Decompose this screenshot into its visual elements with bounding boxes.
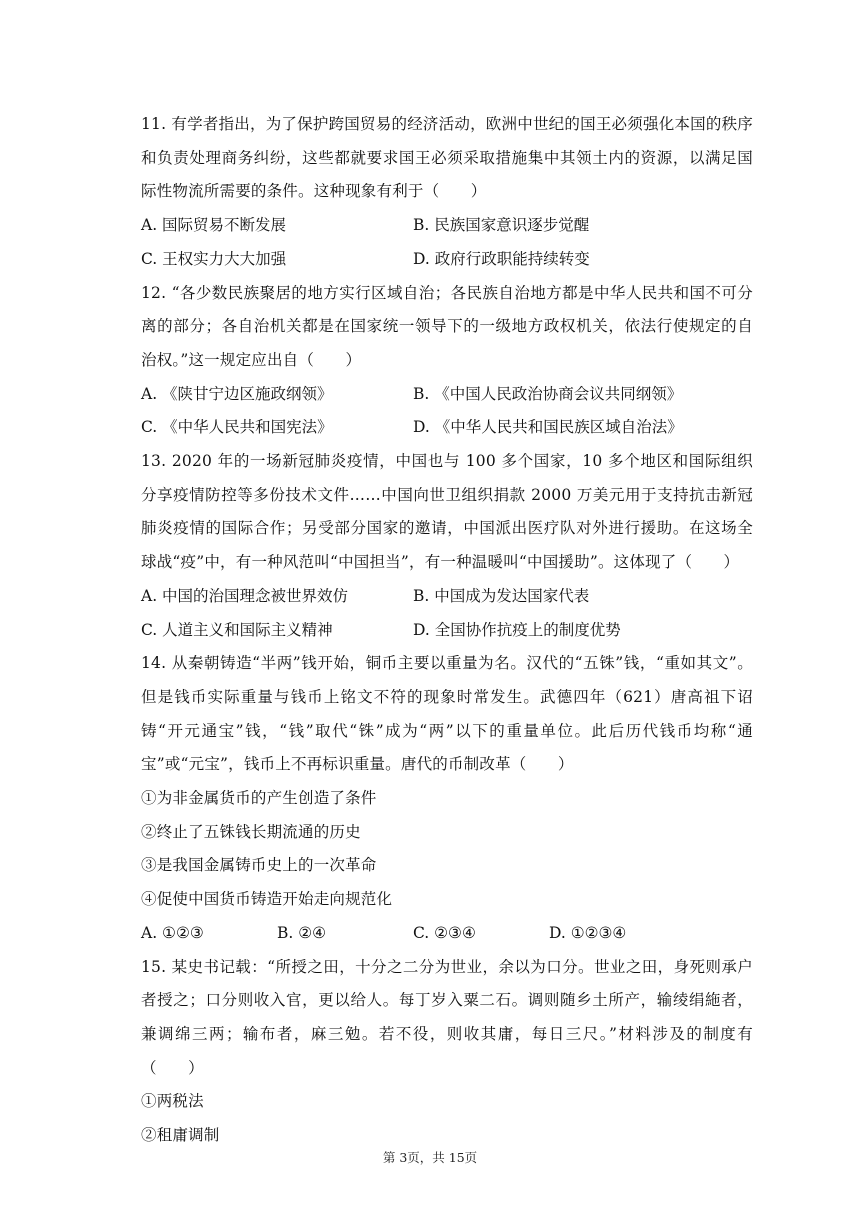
option-b: B. 民族国家意识逐步觉醒: [413, 216, 590, 235]
question-11: [141, 108, 753, 277]
option-c: C. 王权实力大大加强: [141, 249, 287, 268]
question-stem: 11. 有学者指出，为了保护跨国贸易的经济活动，欧洲中世纪的国王必须强化本国的秩序和负责处理商务纠纷，这些都就要求国王必须采取措施集中其领土内的资源，以满足国际性物流所需要的条件。这种现象有利于（ ）: [141, 115, 753, 201]
statement-item: ①两税法: [141, 1092, 204, 1111]
option-a: A. 中国的治国理念被世界效仿: [141, 586, 349, 605]
option-a: A. 国际贸易不断发展: [141, 216, 287, 235]
option-d: D. ①②③④: [549, 923, 627, 942]
option-a: A. ①②③: [141, 923, 204, 942]
option-b: B. 《中国人民政治协商会议共同纲领》: [413, 384, 683, 403]
question-stem: 13. 2020 年的一场新冠肺炎疫情，中国也与 100 多个国家，10 多个地区和国际组织分享疫情防控等多份技术文件……中国向世卫组织捐款 2000 万美元用于支持抗击新冠肺炎疫情的国际合作；另受部分国家的邀请，中国派出医疗队对外进行援助。在这场全球战“疫”中，有一种风范叫“中国担当”，有一种温暖叫“中国援助”。这体现了（ ）: [141, 452, 753, 572]
option-c: C. 人道主义和国际主义精神: [141, 620, 333, 639]
question-15: [141, 951, 753, 1153]
statement-item: ③是我国金属铸币史上的一次革命: [141, 856, 377, 875]
option-d: D. 政府行政职能持续转变: [413, 249, 590, 268]
statement-item: ②租庸调制: [141, 1126, 220, 1145]
statement-item: ①为非金属货币的产生创造了条件: [141, 789, 377, 808]
option-d: D. 《中华人民共和国民族区域自治法》: [413, 418, 683, 437]
option-d: D. 全国协作抗疫上的制度优势: [413, 620, 621, 639]
statement-item: ②终止了五铢钱长期流通的历史: [141, 822, 361, 841]
question-stem: 15. 某史书记载：“所授之田，十分之二分为世业，余以为口分。世业之田，身死则承户者授之；口分则收入官，更以给人。每丁岁入粟二石。调则随乡土所产，输绫绢絁者，兼调绵三两；输布者，麻三勉。若不役，则收其庸，每日三尺。”材料涉及的制度有（ ）: [141, 957, 753, 1077]
option-c: C. 《中华人民共和国宪法》: [141, 418, 333, 437]
option-list: [141, 209, 753, 276]
question-14: [141, 647, 753, 950]
option-list: [141, 378, 753, 445]
question-13: [141, 445, 753, 647]
option-a: A. 《陕甘宁边区施政纲领》: [141, 384, 333, 403]
statement-item: ④促使中国货币铸造开始走向规范化: [141, 890, 393, 909]
option-list: [141, 580, 753, 647]
question-list: [141, 108, 753, 1153]
option-b: B. ②④: [277, 923, 327, 942]
option-list: [141, 917, 753, 951]
question-12: [141, 277, 753, 446]
question-stem: 14. 从秦朝铸造“半两”钱开始，铜币主要以重量为名。汉代的“五铢”钱，“重如其文”。但是钱币实际重量与钱币上铭文不符的现象时常发生。武德四年（621）唐高祖下诏铸“开元通宝”钱，“钱”取代“铢”成为“两”以下的重量单位。此后历代钱币均称“通宝”或“元宝”，钱币上不再标识重量。唐代的币制改革（ ）: [141, 654, 753, 774]
option-b: B. 中国成为发达国家代表: [413, 586, 590, 605]
option-c: C. ②③④: [413, 923, 476, 942]
question-stem: 12. “各少数民族聚居的地方实行区域自治；各民族自治地方都是中华人民共和国不可分离的部分；各自治机关都是在国家统一领导下的一级地方政权机关，依法行使规定的自治权。”这一规定应出自（ ）: [141, 283, 753, 369]
page-footer: 第 3页，共 15页: [382, 1150, 478, 1165]
